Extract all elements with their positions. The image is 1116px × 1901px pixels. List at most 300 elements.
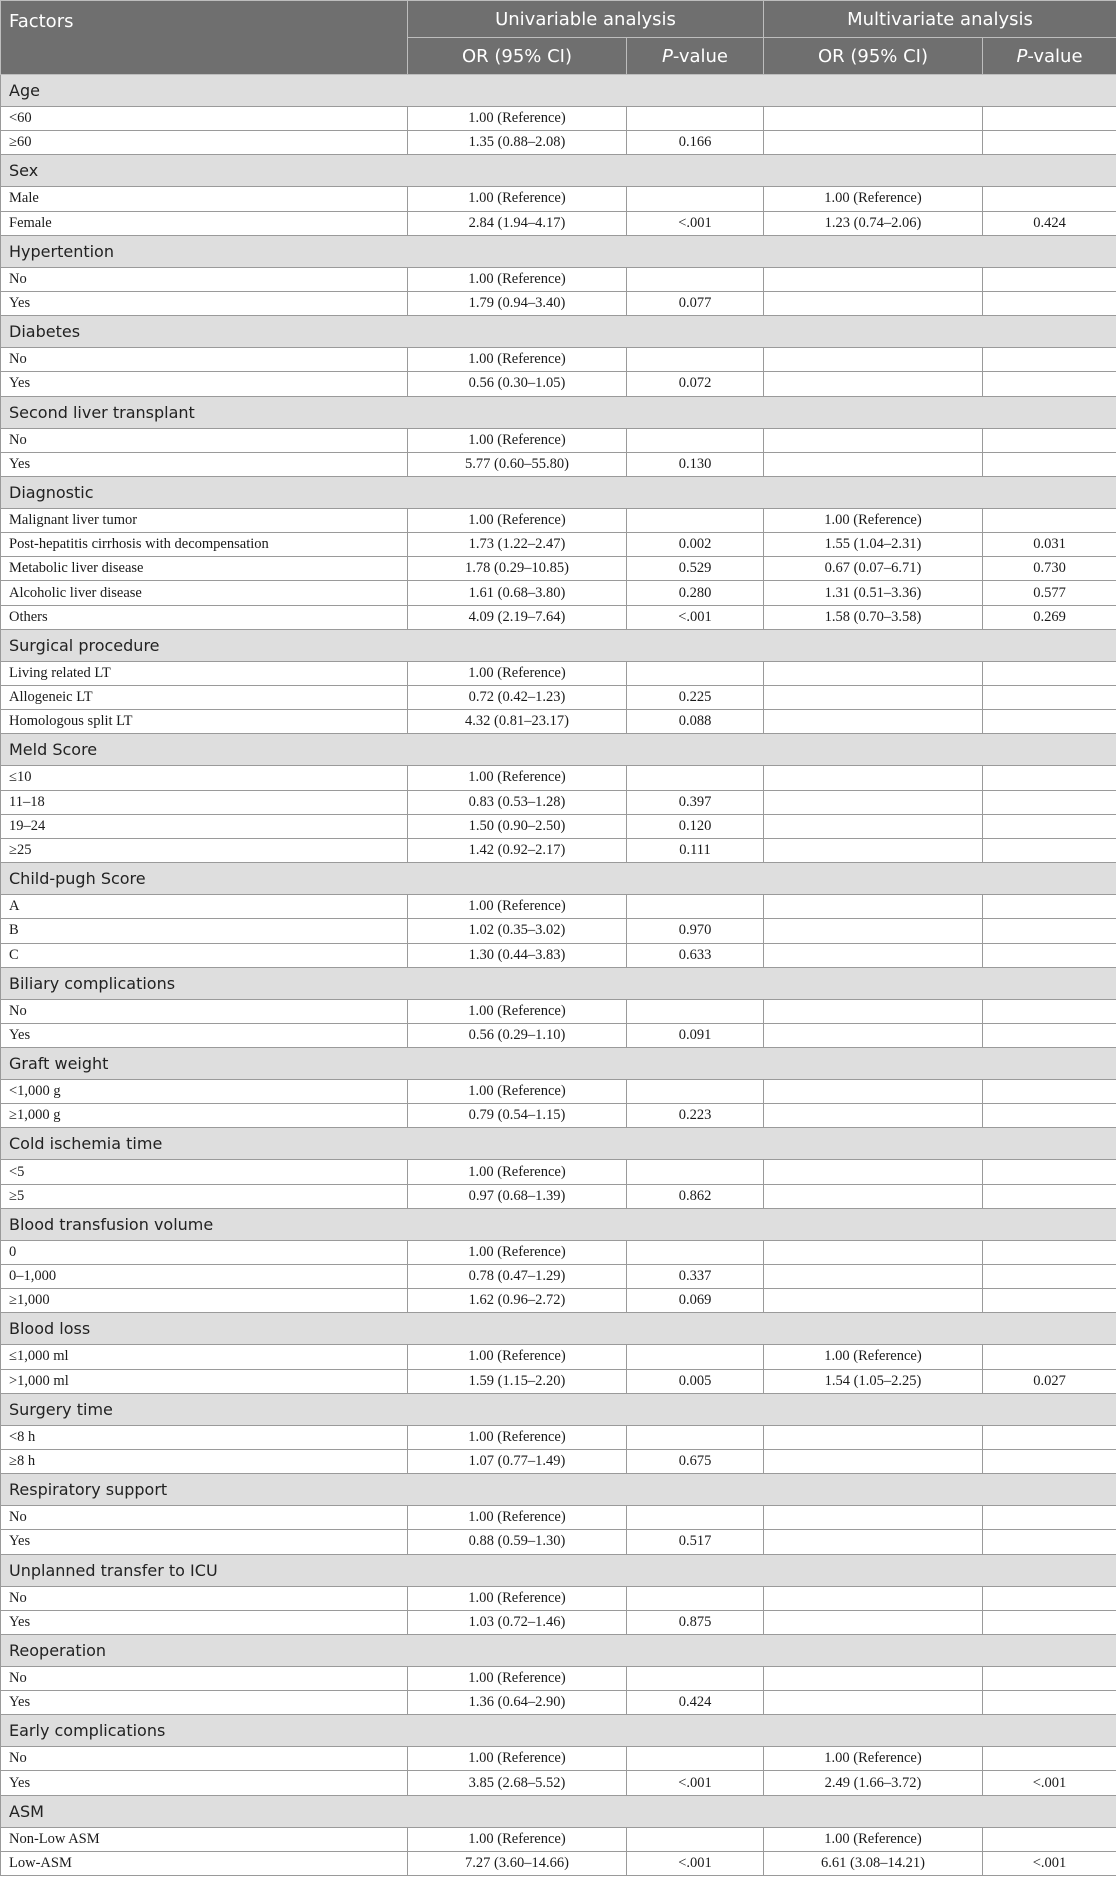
factor-label: 0–1,000 — [1, 1265, 408, 1289]
factor-label: Yes — [1, 372, 408, 396]
table-row — [1, 1023, 1116, 1047]
table-row — [1, 1369, 1116, 1393]
multi-or-value: 1.31 (0.51–3.36) — [764, 581, 983, 605]
factor-label: No — [1, 1747, 408, 1771]
multi-or-value — [764, 999, 983, 1023]
uni-p-value: 0.337 — [627, 1265, 764, 1289]
factor-label: <60 — [1, 107, 408, 131]
multi-or-value — [764, 428, 983, 452]
multi-or-value — [764, 838, 983, 862]
section-title: Blood loss — [1, 1313, 1116, 1345]
header-uni-p: P-value — [627, 38, 764, 75]
uni-or-value: 1.00 (Reference) — [408, 766, 627, 790]
uni-p-value — [627, 1827, 764, 1851]
uni-or-value: 1.03 (0.72–1.46) — [408, 1610, 627, 1634]
uni-or-value: 1.00 (Reference) — [408, 348, 627, 372]
factor-label: Yes — [1, 1530, 408, 1554]
factor-label: Alcoholic liver disease — [1, 581, 408, 605]
multi-p-value — [983, 1691, 1116, 1715]
header-factors: Factors — [1, 1, 408, 75]
table-row — [1, 999, 1116, 1023]
table-row — [1, 428, 1116, 452]
uni-or-value: 7.27 (3.60–14.66) — [408, 1851, 627, 1875]
multi-p-value — [983, 1289, 1116, 1313]
uni-p-value: 0.069 — [627, 1289, 764, 1313]
multi-p-value: 0.424 — [983, 211, 1116, 235]
multi-p-value — [983, 919, 1116, 943]
uni-p-value: 0.077 — [627, 291, 764, 315]
multi-p-value — [983, 1240, 1116, 1264]
table-row — [1, 1827, 1116, 1851]
uni-or-value: 1.00 (Reference) — [408, 508, 627, 532]
uni-p-value — [627, 1425, 764, 1449]
multi-or-value — [764, 895, 983, 919]
multi-or-value: 1.00 (Reference) — [764, 1345, 983, 1369]
multi-p-value — [983, 187, 1116, 211]
uni-p-value: 0.875 — [627, 1610, 764, 1634]
multi-p-value: 0.577 — [983, 581, 1116, 605]
section-title: Biliary complications — [1, 967, 1116, 999]
factor-label: ≥25 — [1, 838, 408, 862]
section-title: Graft weight — [1, 1048, 1116, 1080]
factor-label: ≤10 — [1, 766, 408, 790]
multi-p-value — [983, 372, 1116, 396]
multi-or-value — [764, 372, 983, 396]
multi-or-value: 1.54 (1.05–2.25) — [764, 1369, 983, 1393]
section-row — [1, 235, 1116, 267]
section-row — [1, 155, 1116, 187]
factor-label: Non-Low ASM — [1, 1827, 408, 1851]
table-row — [1, 686, 1116, 710]
multi-p-value — [983, 131, 1116, 155]
table-row — [1, 131, 1116, 155]
table-row — [1, 107, 1116, 131]
section-row — [1, 476, 1116, 508]
uni-p-value: 0.130 — [627, 452, 764, 476]
table-row — [1, 291, 1116, 315]
uni-p-value: 0.424 — [627, 1691, 764, 1715]
section-row — [1, 1554, 1116, 1586]
factor-label: <5 — [1, 1160, 408, 1184]
uni-p-value — [627, 1666, 764, 1690]
multi-or-value — [764, 1666, 983, 1690]
section-title: ASM — [1, 1795, 1116, 1827]
section-row — [1, 734, 1116, 766]
multi-p-value — [983, 838, 1116, 862]
multi-or-value — [764, 919, 983, 943]
uni-p-value — [627, 1080, 764, 1104]
table-row — [1, 557, 1116, 581]
table-row — [1, 919, 1116, 943]
section-row — [1, 75, 1116, 107]
section-row — [1, 1795, 1116, 1827]
header-multi-p: P-value — [983, 38, 1116, 75]
table-row — [1, 838, 1116, 862]
multi-or-value — [764, 1160, 983, 1184]
table-row — [1, 1586, 1116, 1610]
table-row — [1, 943, 1116, 967]
multi-p-value — [983, 267, 1116, 291]
factor-label: <8 h — [1, 1425, 408, 1449]
table-row — [1, 1851, 1116, 1875]
section-title: Age — [1, 75, 1116, 107]
uni-or-value: 3.85 (2.68–5.52) — [408, 1771, 627, 1795]
uni-p-value: 0.091 — [627, 1023, 764, 1047]
uni-or-value: 4.09 (2.19–7.64) — [408, 605, 627, 629]
multi-or-value — [764, 814, 983, 838]
table-row — [1, 533, 1116, 557]
table-row — [1, 1184, 1116, 1208]
factor-label: ≤1,000 ml — [1, 1345, 408, 1369]
uni-or-value: 1.62 (0.96–2.72) — [408, 1289, 627, 1313]
uni-or-value: 1.00 (Reference) — [408, 187, 627, 211]
uni-p-value — [627, 1240, 764, 1264]
uni-p-value: 0.166 — [627, 131, 764, 155]
multi-p-value: 0.269 — [983, 605, 1116, 629]
section-title: Surgery time — [1, 1393, 1116, 1425]
uni-p-value — [627, 1345, 764, 1369]
table-row — [1, 605, 1116, 629]
uni-or-value: 1.50 (0.90–2.50) — [408, 814, 627, 838]
multi-p-value — [983, 1080, 1116, 1104]
uni-p-value: 0.970 — [627, 919, 764, 943]
multi-p-value — [983, 1449, 1116, 1473]
multi-or-value: 6.61 (3.08–14.21) — [764, 1851, 983, 1875]
table-row — [1, 1104, 1116, 1128]
uni-or-value: 1.00 (Reference) — [408, 267, 627, 291]
factor-label: >1,000 ml — [1, 1369, 408, 1393]
section-row — [1, 1208, 1116, 1240]
table-row — [1, 1771, 1116, 1795]
multi-p-value — [983, 1023, 1116, 1047]
factor-label: No — [1, 1586, 408, 1610]
factor-label: Yes — [1, 452, 408, 476]
table-row — [1, 1265, 1116, 1289]
uni-or-value: 1.30 (0.44–3.83) — [408, 943, 627, 967]
section-title: Meld Score — [1, 734, 1116, 766]
table-row — [1, 790, 1116, 814]
uni-or-value: 0.72 (0.42–1.23) — [408, 686, 627, 710]
uni-or-value: 0.79 (0.54–1.15) — [408, 1104, 627, 1128]
multi-or-value — [764, 943, 983, 967]
multi-p-value — [983, 107, 1116, 131]
multi-or-value — [764, 1023, 983, 1047]
uni-or-value: 1.00 (Reference) — [408, 1160, 627, 1184]
factor-label: No — [1, 267, 408, 291]
multi-p-value — [983, 1104, 1116, 1128]
table-row — [1, 1747, 1116, 1771]
table-row — [1, 348, 1116, 372]
factor-label: B — [1, 919, 408, 943]
multi-p-value: 0.031 — [983, 533, 1116, 557]
uni-or-value: 2.84 (1.94–4.17) — [408, 211, 627, 235]
multi-p-value: 0.027 — [983, 1369, 1116, 1393]
factor-label: Others — [1, 605, 408, 629]
multi-or-value — [764, 1265, 983, 1289]
multi-p-value — [983, 1530, 1116, 1554]
factor-label: ≥1,000 — [1, 1289, 408, 1313]
uni-p-value: 0.280 — [627, 581, 764, 605]
multi-or-value — [764, 686, 983, 710]
uni-or-value: 1.00 (Reference) — [408, 1425, 627, 1449]
uni-or-value: 1.00 (Reference) — [408, 1747, 627, 1771]
section-title: Diagnostic — [1, 476, 1116, 508]
uni-p-value — [627, 107, 764, 131]
uni-or-value: 1.00 (Reference) — [408, 1586, 627, 1610]
multi-or-value: 1.23 (0.74–2.06) — [764, 211, 983, 235]
multi-p-value — [983, 686, 1116, 710]
multi-p-value — [983, 1747, 1116, 1771]
uni-p-value: 0.397 — [627, 790, 764, 814]
multi-p-value: <.001 — [983, 1771, 1116, 1795]
factor-label: No — [1, 348, 408, 372]
multi-p-value — [983, 1506, 1116, 1530]
multi-or-value — [764, 452, 983, 476]
multi-p-value — [983, 710, 1116, 734]
uni-or-value: 1.35 (0.88–2.08) — [408, 131, 627, 155]
factor-label: C — [1, 943, 408, 967]
uni-or-value: 1.79 (0.94–3.40) — [408, 291, 627, 315]
multi-or-value — [764, 348, 983, 372]
uni-p-value: 0.002 — [627, 533, 764, 557]
uni-or-value: 1.00 (Reference) — [408, 428, 627, 452]
multi-or-value: 0.67 (0.07–6.71) — [764, 557, 983, 581]
factor-label: 11–18 — [1, 790, 408, 814]
factor-label: No — [1, 428, 408, 452]
uni-p-value — [627, 508, 764, 532]
factor-label: Yes — [1, 1771, 408, 1795]
table-row — [1, 895, 1116, 919]
multi-p-value — [983, 452, 1116, 476]
uni-or-value: 1.00 (Reference) — [408, 895, 627, 919]
section-row — [1, 1715, 1116, 1747]
uni-p-value: 0.088 — [627, 710, 764, 734]
table-row — [1, 508, 1116, 532]
multi-p-value — [983, 1160, 1116, 1184]
factor-label: 19–24 — [1, 814, 408, 838]
section-row — [1, 629, 1116, 661]
multi-or-value: 1.00 (Reference) — [764, 1827, 983, 1851]
header-uni-or: OR (95% CI) — [408, 38, 627, 75]
multi-or-value: 2.49 (1.66–3.72) — [764, 1771, 983, 1795]
uni-p-value — [627, 1747, 764, 1771]
factor-label: A — [1, 895, 408, 919]
table-row — [1, 1289, 1116, 1313]
table-row — [1, 1345, 1116, 1369]
uni-p-value: 0.223 — [627, 1104, 764, 1128]
multi-p-value — [983, 1425, 1116, 1449]
multi-or-value — [764, 661, 983, 685]
uni-or-value: 5.77 (0.60–55.80) — [408, 452, 627, 476]
uni-p-value: <.001 — [627, 211, 764, 235]
uni-p-value: 0.633 — [627, 943, 764, 967]
section-title: Cold ischemia time — [1, 1128, 1116, 1160]
uni-or-value: 0.78 (0.47–1.29) — [408, 1265, 627, 1289]
uni-or-value: 1.36 (0.64–2.90) — [408, 1691, 627, 1715]
section-row — [1, 1128, 1116, 1160]
table-row — [1, 1610, 1116, 1634]
multi-or-value — [764, 1610, 983, 1634]
factor-label: ≥1,000 g — [1, 1104, 408, 1128]
factor-label: Yes — [1, 1610, 408, 1634]
section-title: Early complications — [1, 1715, 1116, 1747]
multi-p-value — [983, 428, 1116, 452]
table-row — [1, 1425, 1116, 1449]
multi-p-value — [983, 943, 1116, 967]
uni-p-value: <.001 — [627, 605, 764, 629]
uni-or-value: 1.78 (0.29–10.85) — [408, 557, 627, 581]
uni-or-value: 1.00 (Reference) — [408, 1827, 627, 1851]
uni-or-value: 1.07 (0.77–1.49) — [408, 1449, 627, 1473]
table-header — [1, 1, 1116, 75]
section-title: Second liver transplant — [1, 396, 1116, 428]
table-row — [1, 1506, 1116, 1530]
table-row — [1, 1691, 1116, 1715]
section-title: Respiratory support — [1, 1474, 1116, 1506]
multi-p-value — [983, 661, 1116, 685]
multi-p-value — [983, 1586, 1116, 1610]
uni-p-value — [627, 187, 764, 211]
factor-label: Low-ASM — [1, 1851, 408, 1875]
factor-label: Yes — [1, 1023, 408, 1047]
section-row — [1, 1474, 1116, 1506]
factor-label: ≥5 — [1, 1184, 408, 1208]
section-row — [1, 396, 1116, 428]
uni-p-value: 0.529 — [627, 557, 764, 581]
table-row — [1, 661, 1116, 685]
section-title: Child-pugh Score — [1, 863, 1116, 895]
factor-label: Homologous split LT — [1, 710, 408, 734]
uni-or-value: 1.00 (Reference) — [408, 107, 627, 131]
multi-or-value — [764, 1691, 983, 1715]
multi-or-value — [764, 1240, 983, 1264]
multi-or-value: 1.00 (Reference) — [764, 508, 983, 532]
section-row — [1, 863, 1116, 895]
multi-p-value — [983, 291, 1116, 315]
multi-or-value — [764, 710, 983, 734]
multi-or-value — [764, 1530, 983, 1554]
section-title: Blood transfusion volume — [1, 1208, 1116, 1240]
section-title: Reoperation — [1, 1634, 1116, 1666]
section-row — [1, 1048, 1116, 1080]
uni-p-value: 0.072 — [627, 372, 764, 396]
multi-or-value — [764, 291, 983, 315]
uni-p-value: <.001 — [627, 1851, 764, 1875]
uni-or-value: 0.56 (0.30–1.05) — [408, 372, 627, 396]
section-row — [1, 316, 1116, 348]
factor-label: Yes — [1, 1691, 408, 1715]
uni-p-value — [627, 348, 764, 372]
uni-p-value — [627, 428, 764, 452]
multi-or-value — [764, 1184, 983, 1208]
factor-label: Malignant liver tumor — [1, 508, 408, 532]
uni-or-value: 1.00 (Reference) — [408, 1080, 627, 1104]
multi-or-value: 1.55 (1.04–2.31) — [764, 533, 983, 557]
multi-or-value — [764, 1080, 983, 1104]
multi-or-value — [764, 790, 983, 814]
uni-or-value: 0.83 (0.53–1.28) — [408, 790, 627, 814]
table-row — [1, 814, 1116, 838]
uni-or-value: 1.61 (0.68–3.80) — [408, 581, 627, 605]
multi-p-value — [983, 1827, 1116, 1851]
multi-or-value — [764, 1425, 983, 1449]
multi-p-value — [983, 1265, 1116, 1289]
multi-p-value — [983, 348, 1116, 372]
section-title: Surgical procedure — [1, 629, 1116, 661]
multi-or-value: 1.00 (Reference) — [764, 187, 983, 211]
section-row — [1, 967, 1116, 999]
section-title: Sex — [1, 155, 1116, 187]
section-title: Diabetes — [1, 316, 1116, 348]
table-row — [1, 452, 1116, 476]
table-row — [1, 1449, 1116, 1473]
uni-or-value: 1.00 (Reference) — [408, 1506, 627, 1530]
uni-p-value: <.001 — [627, 1771, 764, 1795]
multi-or-value — [764, 1506, 983, 1530]
multi-p-value — [983, 1345, 1116, 1369]
multi-p-value — [983, 1666, 1116, 1690]
table-row — [1, 1666, 1116, 1690]
factor-label: Allogeneic LT — [1, 686, 408, 710]
table-row — [1, 187, 1116, 211]
table-row — [1, 710, 1116, 734]
uni-p-value — [627, 895, 764, 919]
multi-p-value — [983, 790, 1116, 814]
factor-label: Post-hepatitis cirrhosis with decompensation — [1, 533, 408, 557]
table-row — [1, 581, 1116, 605]
uni-p-value: 0.517 — [627, 1530, 764, 1554]
multi-p-value — [983, 766, 1116, 790]
uni-or-value: 1.59 (1.15–2.20) — [408, 1369, 627, 1393]
table-row — [1, 267, 1116, 291]
section-row — [1, 1634, 1116, 1666]
factor-label: <1,000 g — [1, 1080, 408, 1104]
section-row — [1, 1393, 1116, 1425]
factor-label: No — [1, 1506, 408, 1530]
uni-or-value: 1.00 (Reference) — [408, 661, 627, 685]
multi-p-value — [983, 999, 1116, 1023]
uni-or-value: 1.00 (Reference) — [408, 1240, 627, 1264]
uni-or-value: 4.32 (0.81–23.17) — [408, 710, 627, 734]
header-multivariate: Multivariate analysis — [764, 1, 1116, 38]
multi-or-value — [764, 766, 983, 790]
multi-or-value — [764, 107, 983, 131]
uni-or-value: 0.97 (0.68–1.39) — [408, 1184, 627, 1208]
uni-p-value: 0.111 — [627, 838, 764, 862]
uni-p-value: 0.862 — [627, 1184, 764, 1208]
factor-label: ≥8 h — [1, 1449, 408, 1473]
uni-p-value — [627, 766, 764, 790]
multi-p-value — [983, 895, 1116, 919]
uni-or-value: 0.56 (0.29–1.10) — [408, 1023, 627, 1047]
section-row — [1, 1313, 1116, 1345]
factor-label: Metabolic liver disease — [1, 557, 408, 581]
multi-or-value: 1.00 (Reference) — [764, 1747, 983, 1771]
factor-label: Male — [1, 187, 408, 211]
factor-label: Yes — [1, 291, 408, 315]
uni-or-value: 1.00 (Reference) — [408, 1666, 627, 1690]
table-row — [1, 1530, 1116, 1554]
multi-or-value: 1.58 (0.70–3.58) — [764, 605, 983, 629]
multi-or-value — [764, 1586, 983, 1610]
uni-or-value: 1.02 (0.35–3.02) — [408, 919, 627, 943]
table-row — [1, 372, 1116, 396]
table-body — [1, 75, 1116, 1876]
multi-or-value — [764, 267, 983, 291]
multi-p-value — [983, 508, 1116, 532]
uni-p-value — [627, 661, 764, 685]
uni-p-value: 0.675 — [627, 1449, 764, 1473]
